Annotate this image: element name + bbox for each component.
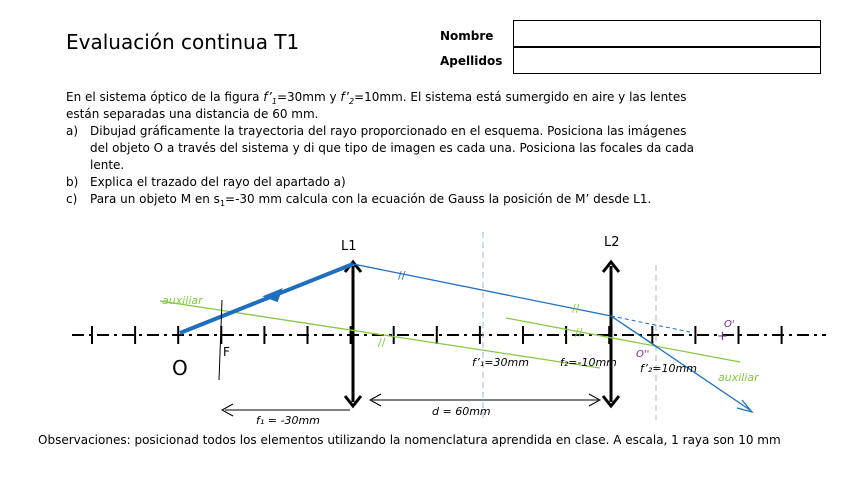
observations: Observaciones: posicionad todos los elementos utilizando la nomenclatura aprendida en clase. A escala, 1 raya son 10 mm [38,433,781,447]
parallel-mark-upper: // [398,269,406,282]
parallel-mark-green-lower: // [575,326,583,339]
question-c: c) Para un objeto M en $s_1=-30$ mm calcula con la ecuación de Gauss la posición de M’ desde L1. [66,192,652,208]
question-a: a) Dibujad gráficamente la trayectoria del rayo proporcionado en el esquema. Posiciona las imágenes del objeto O a través del sistema y di que tipo de imagen es cada una. Posiciona las focales da cada lente. [66,124,695,172]
lens-l1-label: L1 [341,239,357,254]
o-double-prime-label: O'' [636,349,650,360]
optical-diagram [0,225,848,425]
lens-l2-label: L2 [604,235,620,250]
statement-intro: En el sistema óptico de la figura $f’_1=30mm$ y $f’_2=10mm$. El sistema está sumergido en aire y las lentes están separadas una distancia de 60 mm. [66,90,687,121]
f2-label: f₂=-10mm [560,356,617,369]
question-b: b) Explica el trazado del rayo del apartado a) [66,175,346,189]
name-label: Nombre [440,29,494,43]
f1-distance-label: f₁ = -30mm [256,414,320,425]
f2-symbol: f’ [340,90,349,104]
name-field[interactable] [513,20,821,47]
f1-symbol: f’ [263,90,272,104]
o-prime-cross: + [717,329,728,344]
page-title: Evaluación continua T1 [66,30,300,54]
auxiliary-label-left: auxiliar [162,294,203,307]
f2-prime-label: f’₂=10mm [640,362,697,375]
parallel-mark-green: // [572,302,580,315]
focal-point-label: F [223,345,230,359]
o-prime-label: O' [724,319,735,330]
problem-statement [66,89,706,208]
auxiliary-label-right: auxiliar [718,371,759,384]
f1-prime-label: f’₁=30mm [472,356,529,369]
separation-label: d = 60mm [432,405,491,418]
surname-field[interactable] [513,47,821,74]
incident-ray [180,264,353,333]
surname-label: Apellidos [440,54,503,68]
object-label: O [172,356,188,380]
parallel-mark-lower: // [378,336,386,349]
